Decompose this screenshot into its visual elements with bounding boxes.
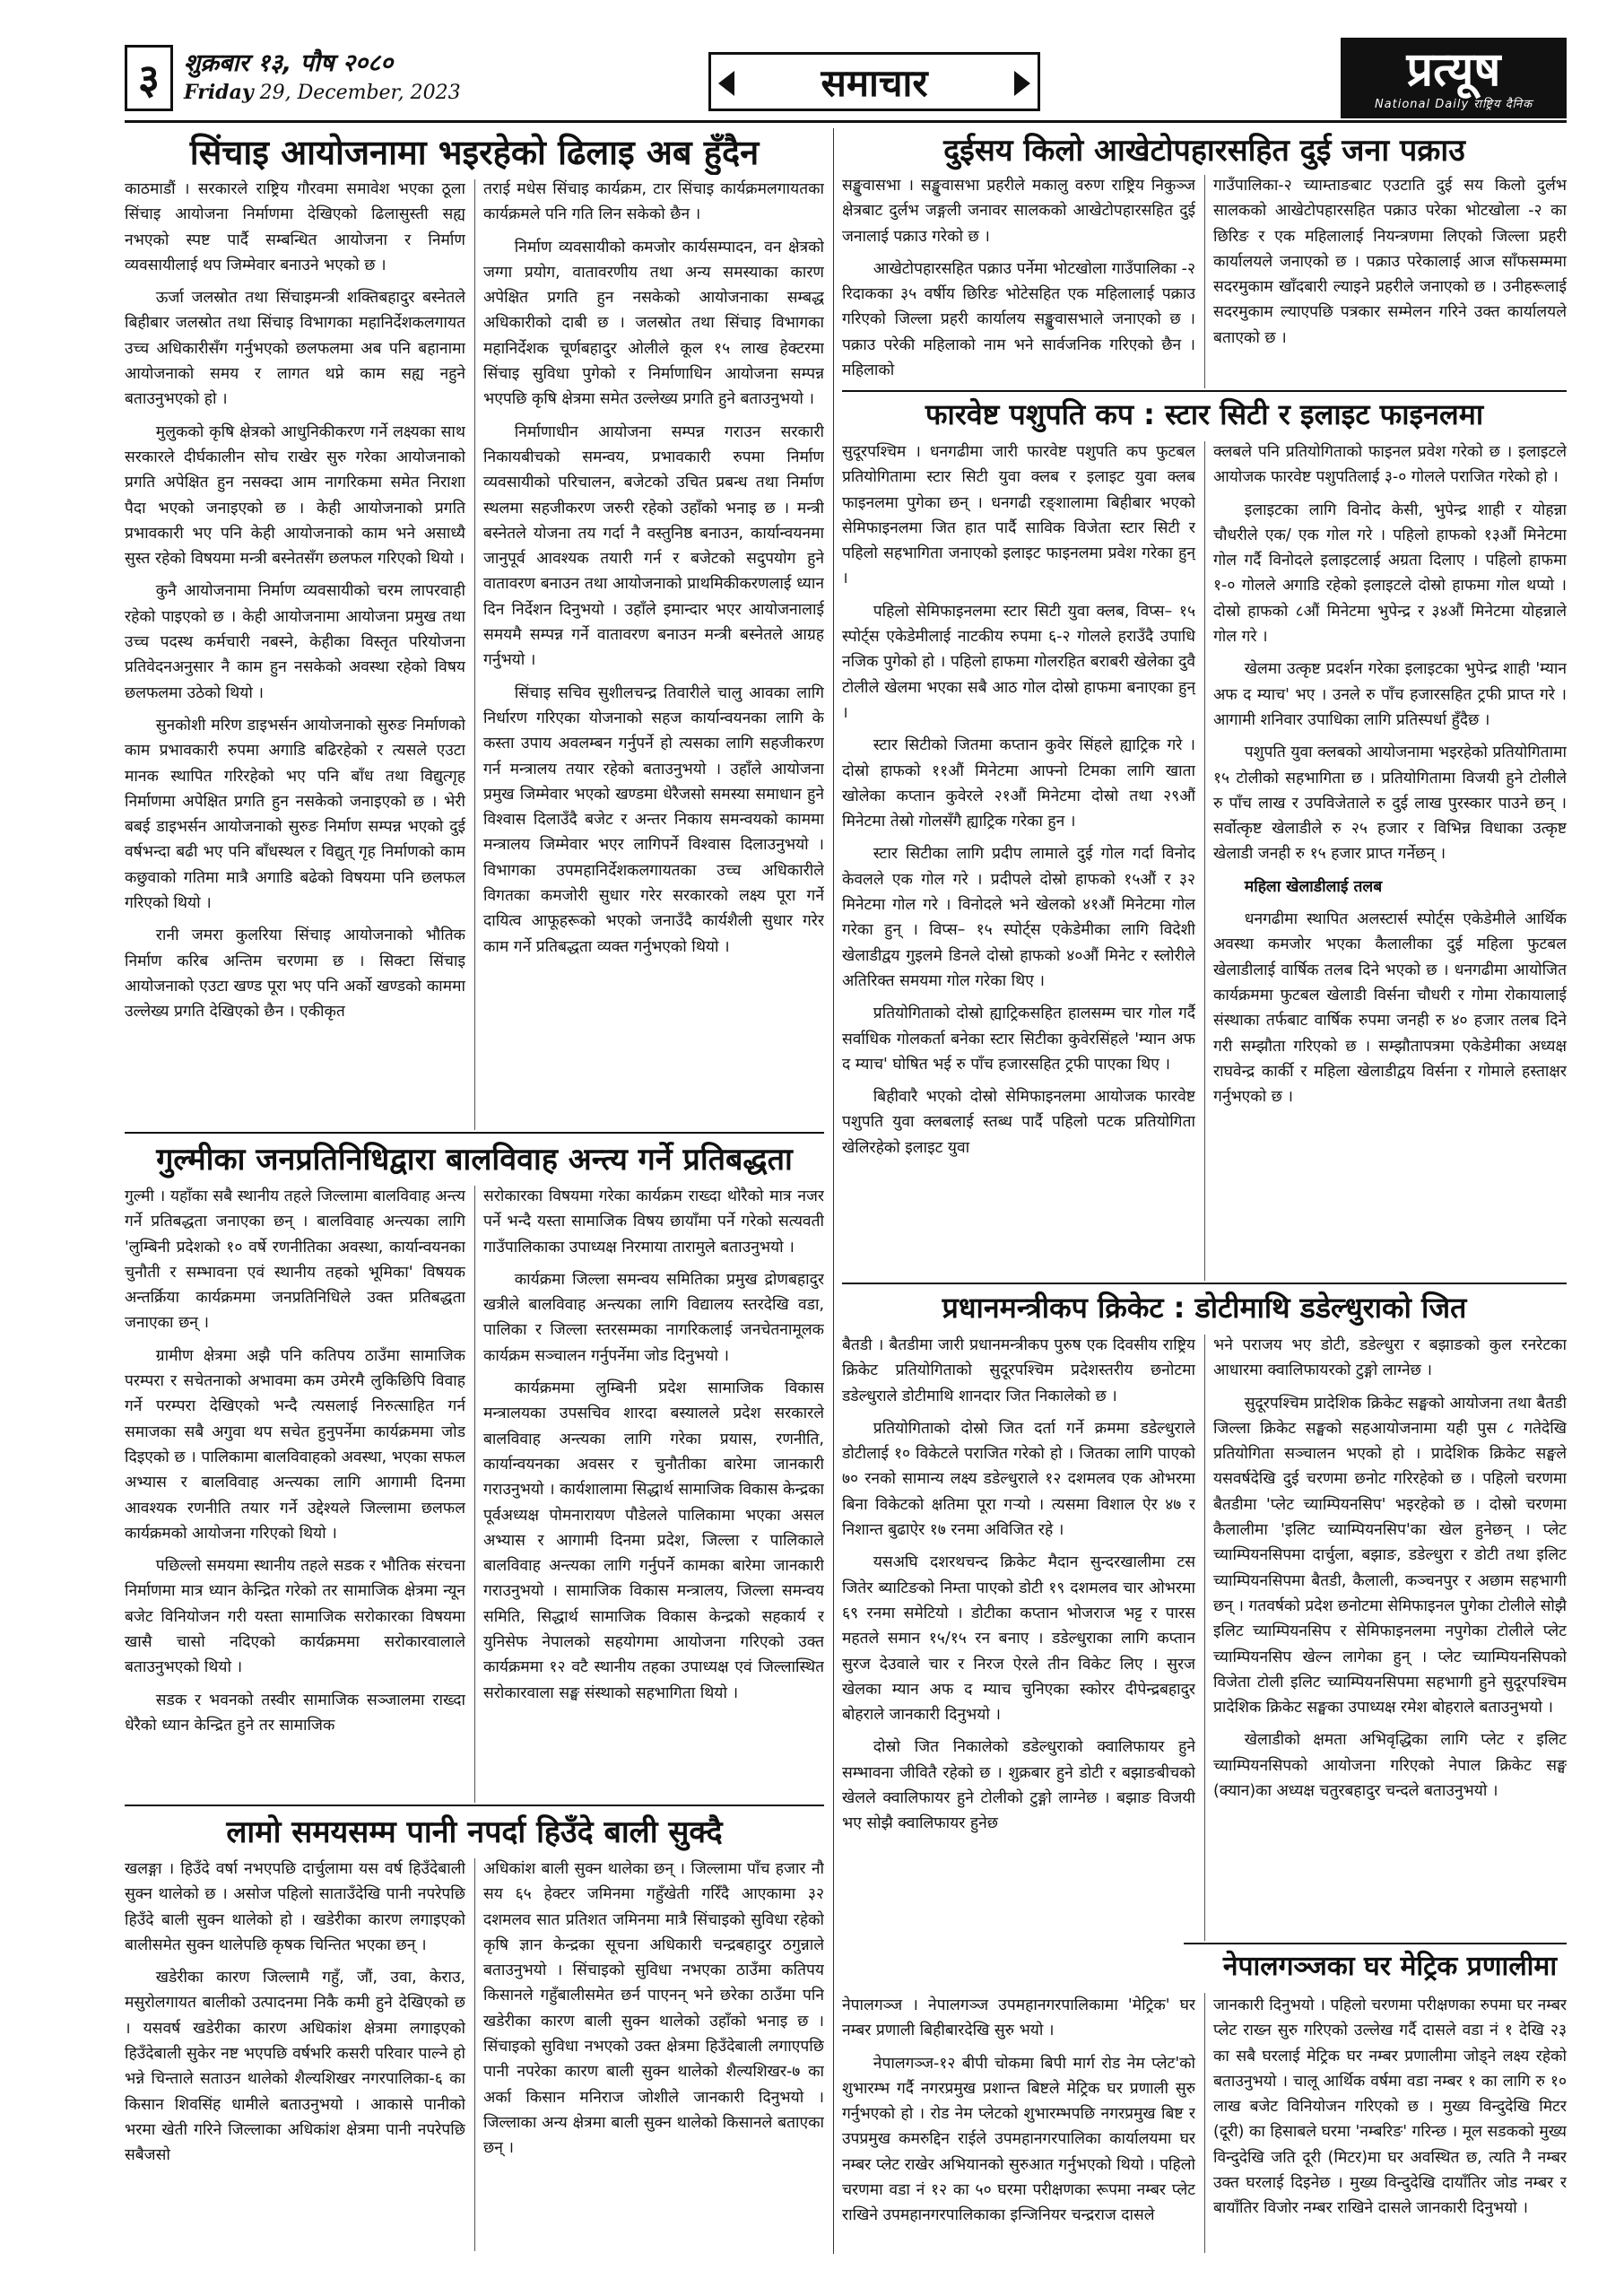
paragraph: कार्यक्रममा लुम्बिनी प्रदेश सामाजिक विकास मन्त्रालयका उपसचिव शारदा बस्यालले प्रदेश सरकारले बालविवाह अन्त्यका लागि गरेका प्रयास, रणनीति, कार्यान्वयनका अवसर र चुनौतीका बारेमा जानकारी गराउनुभयो । कार्यशालामा सिद्धार्थ सामाजिक विकास केन्द्रका पूर्वअध्यक्ष पोमनारायण पौडेलले पालिकामा भएका असल अभ्यास र आगामी दिनमा प्रदेश, जिल्ला र पालिकाले बालविवाह अन्त्यका लागि गर्नुपर्ने कामका बारेमा जानकारी गराउनुभयो । सामाजिक विकास मन्त्रालय, जिल्ला समन्वय समिति, सिद्धार्थ सामाजिक विकास केन्द्रको सहकार्य र युनिसेफ नेपालको सहयोगमा आयोजना गरिएको उक्त कार्यक्रममा १२ वटै स्थानीय तहका उपाध्यक्ष एवं जिल्लास्थित सरोकारवाला सङ्घ संस्थाको सहभागिता थियो । — [483, 1379, 824, 1702]
page-column-divider — [833, 128, 834, 2254]
paragraph: बैतडी । बैतडीमा जारी प्रधानमन्त्रीकप पुरुष एक दिवसीय राष्ट्रिय क्रिकेट प्रतियोगिताको सुदूरपश्चिम प्रदेशस्तरीय छनोटमा डडेल्धुराले डोटीमाथि शानदार जित निकालेको छ । — [842, 1336, 1195, 1405]
paragraph: नेपालगञ्ज-१२ बीपी चोकमा बिपी मार्ग रोड नेम प्लेट'को शुभारम्भ गर्दै नगरप्रमुख प्रशान्त बिष्टले मेट्रिक घर प्रणाली सुरु गर्नुभएको हो । रोड नेम प्लेटको शुभारम्भपछि नगरप्रमुख बिष्ट र उपप्रमुख कमरुद्दिन राईले उपमहानगरपालिका कार्यालयमा घर नम्बर प्लेट राखेर अभियानको सुरुआत गर्नुभएको थियो । पहिलो चरणमा वडा नं १२ का ५० घरमा परीक्षणका रूपमा नम्बर प्लेट राखिने उपमहानगरपालिकाका इन्जिनियर चन्द्रराज दासले — [842, 2054, 1195, 2225]
paragraph: जानकारी दिनुभयो । पहिलो चरणमा परीक्षणका रुपमा घर नम्बर प्लेट राख्न सुरु गरिएको उल्लेख गर्दै दासले वडा नं १ देखि २३ का सबै घरलाई मेट्रिक घर नम्बर प्रणालीमा जोड्ने लक्ष्य रहेको बताउनुभयो । चालू आर्थिक वर्षमा वडा नम्बर १ का लागि रु १० लाख बजेट विनियोजन गरिएको छ । मुख्य विन्दुदेखि मिटर (दूरी) का हिसाबले घरमा 'नम्बरिङ' गरिन्छ । मूल सडकको मुख्य विन्दुदेखि जति दूरी (मिटर)मा घर अवस्थित छ, त्यति नै नम्बर उक्त घरलाई दिइनेछ । मुख्य विन्दुदेखि दायाँतिर जोड नम्बर र बायाँतिर विजोर नम्बर राखिने दासले जानकारी दिनुभयो । — [1213, 1996, 1567, 2218]
gulmi-col-2 — [483, 1184, 824, 1803]
article-divider — [842, 1283, 1567, 1284]
wildlife-col-1 — [842, 173, 1195, 388]
cricket-col-1 — [842, 1333, 1195, 1941]
article-divider — [842, 390, 1567, 392]
article-divider — [1184, 1943, 1567, 1944]
paragraph: दोस्रो जित निकालेको डडेल्धुराको क्वालिफायर हुने सम्भावना जीवितै रहेको छ । शुक्रबार हुने डोटी र बझाङबीचको खेलले क्वालिफायर हुने टोलीको टुङ्गो लाग्नेछ । बझाङ विजयी भए सोझै क्वालिफायर हुनेछ — [842, 1738, 1195, 1833]
football-col-2 — [1213, 439, 1567, 1281]
paragraph: क्लबले पनि प्रतियोगिताको फाइनल प्रवेश गरेको छ । इलाइटले आयोजक फारवेष्ट पशुपतिलाई ३-० गोलले पराजित गरेको हो । — [1213, 443, 1567, 487]
column-rule — [474, 179, 475, 1130]
paragraph: ऊर्जा जलस्रोत तथा सिंचाइमन्त्री शक्तिबहादुर बस्नेतले बिहीबार जलस्रोत तथा सिंचाइ विभागका महानिर्देशकलगायत उच्च अधिकारीसँग गर्नुभएको छलफलमा अब पनि बहानामा आयोजनाको समय र लागत थप्ने काम सह्य नहुने बताउनुभएको हो । — [125, 289, 465, 409]
paragraph: धनगढीमा स्थापित अलस्टार्स स्पोर्ट्स एकेडेमीले आर्थिक अवस्था कमजोर भएका कैलालीका दुई महिला फुटबल खेलाडीलाई वार्षिक तलब दिने भएको छ । धनगढीमा आयोजित कार्यक्रममा फुटबल खेलाडी विर्सना चौधरी र गोमा रोकायालाई संस्थाका तर्फबाट वार्षिक रुपमा जनही रु ४० हजार तलब दिने गरी सम्झौता गरिएको छ । सम्झौतापत्रमा एकेडेमीका अध्यक्ष राघवेन्द्र कार्की र महिला खेलाडीद्वय विर्सना र गोमाले हस्ताक्षर गर्नुभएको छ । — [1213, 910, 1567, 1107]
paragraph: काठमाडौं । सरकारले राष्ट्रिय गौरवमा समावेश भएका ठूला सिंचाइ आयोजना निर्माणमा देखिएको ढिलासुस्ती सह्य नभएको स्पष्ट पार्दै सम्बन्धित आयोजना र निर्माण व्यवसायीलाई थप जिम्मेवार बनाउने भएको छ । — [125, 180, 465, 274]
column-rule — [474, 1186, 475, 1803]
paragraph: आखेटोपहारसहित पक्राउ पर्नेमा भोटखोला गाउँपालिका -२ रिदाकका ३५ वर्षीय छिरिङ भोटेसहित एक महिलालाई पक्राउ गरिएको जिल्ला प्रहरी कार्यालय सङ्खुवासभाले जनाएको छ । पक्राउ परेकी महिलाको नाम भने सार्वजनिक गरिएको छैन । महिलाको — [842, 259, 1195, 380]
wildlife-col-2 — [1213, 173, 1567, 388]
paragraph: सरोकारका विषयमा गरेका कार्यक्रम राख्दा थोरैको मात्र नजर पर्ने भन्दै यस्ता सामाजिक विषय छायाँमा पर्ने गरेको सत्यवती गाउँपालिकाका उपाध्यक्ष निरमाया तारामुले बताउनुभयो । — [483, 1187, 824, 1257]
water-col-2 — [483, 1857, 824, 2251]
paragraph: सुदूरपश्चिम । धनगढीमा जारी फारवेष्ट पशुपति कप फुटबल प्रतियोगितामा स्टार सिटी युवा क्लब र इलाइट युवा क्लब फाइनलमा पुगेका छन् । धनगढी रङ्शालामा बिहीबार भएको सेमिफाइनलमा जित हात पार्दै साविक विजेता स्टार सिटी र पहिलो सहभागिता जनाएको इलाइट फाइनलमा प्रवेश गरेका हुन् । — [842, 443, 1195, 588]
water-col-1 — [125, 1857, 465, 2251]
paragraph: कार्यक्रमा जिल्ला समन्वय समितिका प्रमुख द्रोणबहादुर खत्रीले बालविवाह अन्त्यका लागि विद्यालय स्तरदेखि वडा, पालिका र जिल्ला स्तरसम्मका नागरिकलाई जनचेतनामूलक कार्यक्रम सञ्चालन गर्नुपर्नेमा जोड दिनुभयो । — [483, 1270, 824, 1365]
headline-football: फारवेष्ट पशुपति कप : स्टार सिटी र इलाइट फाइनलमा — [925, 397, 1484, 431]
headline-wildlife: दुईसय किलो आखेटोपहारसहित दुई जना पक्राउ — [943, 133, 1465, 169]
header-rule — [125, 120, 1567, 123]
paragraph: ग्रामीण क्षेत्रमा अझै पनि कतिपय ठाउँमा सामाजिक परम्परा र सचेतनाको अभावमा कम उमेरमै लुकिछिपि विवाह गर्ने परम्परा देखिएको भन्दै त्यसलाई निरुत्साहित गर्न समाजका सबै अगुवा थप सचेत हुनुपर्नेमा कार्यक्रममा जोड दिइएको छ । पालिकामा बालविवाहको अवस्था, भएका सफल अभ्यास र बालविवाह अन्त्यका लागि आगामी दिनमा आवश्यक रणनीति तयार गर्ने उद्देश्यले जिल्लामा छलफल कार्यक्रमको आयोजना गरिएको थियो । — [125, 1346, 465, 1543]
paragraph: पछिल्लो समयमा स्थानीय तहले सडक र भौतिक संरचना निर्माणमा मात्र ध्यान केन्द्रित गरेको तर सामाजिक क्षेत्रमा न्यून बजेट विनियोजन गरी यस्ता सामाजिक सरोकारका विषयमा खासै चासो नदिएको कार्यक्रममा सरोकारवालाले बताउनुभएको थियो । — [125, 1557, 465, 1677]
headline-meter: नेपालगञ्जका घर मेट्रिक प्रणालीमा — [1222, 1951, 1558, 1982]
paragraph: यसअघि दशरथचन्द क्रिकेट मैदान सुन्दरखालीमा टस जितेर ब्याटिङको निम्ता पाएको डोटी १९ दशमलव चार ओभरमा ६९ रनमा समेटियो । डोटीका कप्तान भोजराज भट्ट र पारस महतले समान १५/१५ रन बनाए । डडेल्धुराका लागि कप्तान सुरज देउवाले चार र निरज ऐरले तीन विकेट लिए । सुरज खेलका म्यान अफ द म्याच चुनिएका स्कोरर दीपेन्द्रबहादुर बोहराले जानकारी दिनुभयो । — [842, 1553, 1195, 1725]
paragraph: पशुपति युवा क्लबको आयोजनामा भइरहेको प्रतियोगितामा १५ टोलीको सहभागिता छ । प्रतियोगितामा विजयी हुने टोलीले रु पाँच लाख र उपविजेताले रु दुई लाख पुरस्कार पाउने छन् । सर्वोत्कृष्ट खेलाडीले रु २५ हजार र विभिन्न विधाका उत्कृष्ट खेलाडी जनही रु १५ हजार प्राप्त गर्नेछन् । — [1213, 744, 1567, 864]
date-english — [184, 81, 461, 104]
paragraph: तराई मधेस सिंचाइ कार्यक्रम, टार सिंचाइ कार्यक्रमलगायतका कार्यक्रमले पनि गति लिन सकेको छैन । — [483, 180, 824, 224]
paragraph: स्टार सिटीका लागि प्रदीप लामाले दुई गोल गर्दा विनोद केवलले एक गोल गरे । प्रदीपले दोस्रो हाफको १५औं र ३२ मिनेटमा गोल गरे । विनोदले भने खेलको ४१औं मिनेटमा गोल गरेका हुन् । विप्स– १५ स्पोर्ट्स एकेडेमीका लागि विदेशी खेलाडीद्वय गुइलमे डिनले दोस्रो हाफको ४०औं मिनेट र स्लोरीले अतिरिक्त समयमा गोल गरेका थिए । — [842, 845, 1195, 990]
paragraph: निर्माण व्यवसायीको कमजोर कार्यसम्पादन, वन क्षेत्रको जग्गा प्रयोग, वातावरणीय तथा अन्य समस्याका कारण अपेक्षित प्रगति हुन नसकेको आयोजनाका सम्बद्ध अधिकारीको दाबी छ । जलस्रोत तथा सिंचाइ विभागका महानिर्देशक चूर्णबहादुर ओलीले कूल १५ लाख हेक्टरमा सिंचाइ सुविधा पुगेको र निर्माणाधिन आयोजना सम्पन्न भएपछि कृषि क्षेत्रमा समेत उल्लेख्य प्रगति हुने बताउनुभयो । — [483, 238, 824, 409]
page-number: ३ — [125, 45, 173, 111]
headline-gulmi: गुल्मीका जनप्रतिनिधिद्वारा बालविवाह अन्त्य गर्ने प्रतिबद्धता — [156, 1142, 793, 1178]
paragraph: निर्माणाधीन आयोजना सम्पन्न गराउन सरकारी निकायबीचको समन्वय, प्रभावकारी रुपमा निर्माण व्यवसायीको परिचालन, बजेटको उचित प्रबन्ध तथा निर्माण स्थलमा सहजीकरण जरुरी रहेको उहाँको भनाइ छ । मन्त्री बस्नेतले योजना तय गर्दा नै वस्तुनिष्ठ बनाउन, कार्यान्वयनमा जानुपूर्व आवश्यक तयारी गर्न र बजेटको सदुपयोग हुने वातावरण बनाउन तथा आयोजनाको प्राथमिकीकरणलाई ध्यान दिन निर्देशन दिनुभयो । उहाँले इमान्दार भएर आयोजनालाई समयमै सम्पन्न गर्ने वातावरण बनाउन मन्त्री बस्नेतले आग्रह गर्नुभयो । — [483, 422, 824, 670]
cricket-col-2 — [1213, 1333, 1567, 1941]
paragraph: गाउँपालिका-२ च्याम्ताङबाट एउटाति दुई सय किलो दुर्लभ सालकको आखेटोपहारसहित पक्राउ परेका भोटखोला -२ का छिरिङ र एक महिलालाई नियन्त्रणमा लिएको जिल्ला प्रहरी कार्यालयले जनाएको छ । पक्राउ परेकालाई आज साँफसम्ममा सदरमुकाम खाँदबारी ल्याइने प्रहरीले जनाएको छ । उनीहरूलाई सदरमुकाम ल्याएपछि पत्रकार सम्मेलन गरिने उक्त कार्यालयले बताएको छ । — [1213, 177, 1567, 347]
article-divider — [125, 1805, 824, 1806]
paragraph: सङ्खुवासभा । सङ्खुवासभा प्रहरीले मकालु वरुण राष्ट्रिय निकुञ्ज क्षेत्रबाट दुर्लभ जङ्गली जनावर सालकको आखेटोपहारसहित दुई जनालाई पक्राउ गरेको छ । — [842, 177, 1195, 246]
headline-water: लामो समयसम्म पानी नपर्दा हिउँदे बाली सुक्दै — [226, 1814, 723, 1850]
paragraph: नेपालगञ्ज । नेपालगञ्ज उपमहानगरपालिकामा 'मेट्रिक' घर नम्बर प्रणाली बिहीबारदेखि सुरु भयो । — [842, 1996, 1195, 2040]
headline-irrigation: सिंचाइ आयोजनामा भइरहेको ढिलाइ अब हुँदैन — [189, 133, 760, 172]
subheading: महिला खेलाडीलाई तलब — [1244, 877, 1383, 896]
headline-cricket: प्रधानमन्त्रीकप क्रिकेट : डोटीमाथि डडेल्धुराको जित — [942, 1291, 1467, 1325]
section-title — [708, 52, 1040, 111]
paragraph: खडेरीका कारण जिल्लामै गहुँ, जौं, उवा, केराउ, मसुरोलगायत बालीको उत्पादनमा निकै कमी हुने देखिएको छ । यसवर्ष खडेरीका कारण अधिकांश क्षेत्रमा लगाइएको हिउँदेबाली सुकेर नष्ट भएपछि वर्षभरि कसरी परिवार पाल्ने हो भन्ने चिन्ताले सताउन थालेको शैल्यशिखर नगरपालिका-६ का किसान शिवसिंह धामीले बताउनुभयो । आकासे पानीको भरमा खेती गरिने जिल्लाका अधिकांश क्षेत्रमा पानी नपरेपछि सबैजसो — [125, 1969, 465, 2165]
paragraph: गुल्मी । यहाँका सबै स्थानीय तहले जिल्लामा बालविवाह अन्त्य गर्ने प्रतिबद्धता जनाएका छन् । बालविवाह अन्त्यका लागि 'लुम्बिनी प्रदेशको १० वर्षे रणनीतिका अवस्था, कार्यान्वयनका चुनौती र सम्भावना एवं स्थानीय तहको भूमिका' विषयक अन्तर्क्रिया कार्यक्रममा जनप्रतिनिधिले उक्त प्रतिबद्धता जनाएका छन् । — [125, 1187, 465, 1333]
paragraph: बिहीवारै भएको दोस्रो सेमिफाइनलमा आयोजक फारवेष्ट पशुपति युवा क्लबलाई स्तब्ध पार्दै पहिलो पटक प्रतियोगिता खेलिरहेको इलाइट युवा — [842, 1088, 1195, 1157]
paragraph: अधिकांश बाली सुक्न थालेका छन् । जिल्लामा पाँच हजार नौ सय ६५ हेक्टर जमिनमा गहुँखेती गरिँदै आएकामा ३२ दशमलव सात प्रतिशत जमिनमा मात्रै सिंचाइको सुविधा रहेको कृषि ज्ञान केन्द्रका सूचना अधिकारी चन्द्रबहादुर ठगुन्नाले बताउनुभयो । सिंचाइको सुविधा नभएका ठाउँमा कतिपय किसानले गहुँबालीसमेत छर्न पाएनन् भने छरेका ठाउँमा पनि खडेरीका कारण बाली सुक्न थालेको उहाँको भनाइ छ । सिंचाइको सुविधा नभएको उक्त क्षेत्रमा हिउँदेबाली लगाएपछि पानी नपरेका कारण बाली सुक्न थालेको शैल्यशिखर-७ का अर्का किसान मनिराज जोशीले जानकारी दिनुभयो । जिल्लाका अन्य क्षेत्रमा बाली सुक्न थालेको किसानले बताएका छन् । — [483, 1860, 824, 2158]
meter-col-2 — [1213, 1993, 1567, 2253]
paragraph: खेलमा उत्कृष्ट प्रदर्शन गरेका इलाइटका भुपेन्द्र शाही 'म्यान अफ द म्याच' भए । उनले रु पाँच हजारसहित ट्रफी प्राप्त गरे । आगामी शनिवार उपाधिका लागि प्रतिस्पर्धा हुँदैछ । — [1213, 660, 1567, 729]
irrigation-col-1 — [125, 177, 465, 1129]
column-rule — [1204, 175, 1205, 388]
column-rule — [1204, 441, 1205, 1281]
paragraph: सडक र भवनको तस्वीर सामाजिक सञ्जालमा राख्दा धेरैको ध्यान केन्द्रित हुने तर सामाजिक — [125, 1691, 465, 1735]
paragraph: सिंचाइ सचिव सुशीलचन्द्र तिवारीले चालु आवका लागि निर्धारण गरिएका योजनाको सहज कार्यान्वयनका लागि के कस्ता उपाय अवलम्बन गर्नुपर्ने हो त्यसका लागि सहजीकरण गर्न मन्त्रालय तयार रहेको बताउनुभयो । उहाँले आयोजना प्रमुख जिम्मेवार भएको खण्डमा धेरैजसो समस्या समाधान हुने विश्वास दिलाउँदै बजेट र अन्तर निकाय समन्वयको काममा मन्त्रालय जिम्मेवार भएर लागिपर्ने विश्वास दिलाउनुभयो । विभागका उपमहानिर्देशकलगायतका उच्च अधिकारीले विगतका कमजोरी सुधार गरेर सरकारको लक्ष्य पूरा गर्ने दायित्व आफूहरूको भएको जनाउँदै कार्यशैली सुधार गरेर काम गर्ने प्रतिबद्धता व्यक्त गर्नुभएको थियो । — [483, 683, 824, 956]
paragraph: खलङ्गा । हिउँदे वर्षा नभएपछि दार्चुलामा यस वर्ष हिउँदेबाली सुक्न थालेको छ । असोज पहिलो साताउँदेखि पानी नपरेपछि हिउँदे बाली सुक्न थालेको हो । खडेरीका कारण लगाइएको बालीसमेत सुक्न थालेपछि कृषक चिन्तित भएका छन् । — [125, 1860, 465, 1954]
column-rule — [1204, 1335, 1205, 1941]
irrigation-col-2 — [483, 177, 824, 1129]
column-rule — [1204, 1993, 1205, 2253]
column-rule — [474, 1858, 475, 2251]
paragraph: खेलाडीको क्षमता अभिवृद्धिका लागि प्लेट र इलिट च्याम्पियनसिपको आयोजना गरिएको नेपाल क्रिकेट सङ्घ (क्यान)का अध्यक्ष चतुरबहादुर चन्दले बताउनुभयो । — [1213, 1731, 1567, 1801]
paragraph: प्रतियोगिताको दोस्रो जित दर्ता गर्ने क्रममा डडेल्धुराले डोटीलाई १० विकेटले पराजित गरेको हो । जितका लागि पाएको ७० रनको सामान्य लक्ष्य डडेल्धुराले १२ दशमलव एक ओभरमा बिना विकेटको क्षतिमा पूरा गऱ्यो । त्यसमा विशाल ऐर ४७ र निशान्त बुढाऐर १७ रनमा अविजित रहे । — [842, 1419, 1195, 1540]
date-full: 29, December, 2023 — [259, 82, 461, 104]
masthead-subtitle: National Daily राष्ट्रिय दैनिक — [1374, 98, 1533, 111]
gulmi-col-1 — [125, 1184, 465, 1803]
paragraph: स्टार सिटीको जितमा कप्तान कुवेर सिंहले ह्याट्रिक गरे । दोस्रो हाफको ११औं मिनेटमा आफ्नो टिमका लागि खाता खोलेका कप्तान कुवेरले २१औं मिनेटमा दोस्रो तथा २९औं मिनेटमा तेस्रो गोलसँगै ह्याट्रिक गरेका हुन । — [842, 736, 1195, 831]
paragraph: सुनकोशी मरिण डाइभर्सन आयोजनाको सुरुङ निर्माणको काम प्रभावकारी रुपमा अगाडि बढिरहेको र त्यसले एउटा मानक स्थापित गरिरहेको भए पनि बाँध तथा विद्युत्गृह निर्माणमा अपेक्षित प्रगति हुन नसकेको जनाइएको छ । भेरी बबई डाइभर्सन आयोजनाको सुरुङ निर्माण सम्पन्न भएको दुई वर्षभन्दा बढी भए पनि बाँधस्थल र विद्युत् गृह निर्माणको काम कछुवाको गतिमा मात्रै अगाडि बढेको विषयमा पनि छलफल गरिएको थियो । — [125, 716, 465, 913]
paragraph: मुलुकको कृषि क्षेत्रको आधुनिकीकरण गर्ने लक्ष्यका साथ सरकारले दीर्घकालीन सोच राखेर सुरु गरेका आयोजनाको प्रगति अपेक्षित हुन नसक्दा आम नागरिकमा समेत निराशा पैदा भएको जनाइएको छ । केही आयोजनाको प्रगति प्रभावकारी भए पनि केही आयोजनाको काम भने असाध्यै सुस्त रहेको विषयमा मन्त्री बस्नेतसँग छलफल गरिएको थियो । — [125, 422, 465, 569]
paragraph: सुदूरपश्चिम प्रादेशिक क्रिकेट सङ्घको आयोजना तथा बैतडी जिल्ला क्रिकेट सङ्घको सहआयोजनामा यही पुस ८ गतेदेखि प्रतियोगिता सञ्चालन भएको हो । प्रादेशिक क्रिकेट सङ्घले यसवर्षदेखि दुई चरणमा छनोट गरिरहेको छ । पहिलो चरणमा बैतडीमा 'प्लेट च्याम्पियनसिप' भइरहेको छ । दोस्रो चरणमा कैलालीमा 'इलिट च्याम्पियनसिप'का खेल हुनेछन् । प्लेट च्याम्पियनसिपमा दार्चुला, बझाङ, डडेल्धुरा र डोटी तथा इलिट च्याम्पियनसिपमा बैतडी, कैलाली, कञ्चनपुर र अछाम सहभागी छन् । गतवर्षको प्रदेश छनोटमा सेमिफाइनल पुगेका टोलीले सोझै इलिट च्याम्पियनसिप र सेमिफाइनलमा नपुगेका टोलीले प्लेट च्याम्पियनसिप खेल्न लागेका हुन् । प्लेट च्याम्पियनसिपको विजेता टोली इलिट च्याम्पियनसिपमा सहभागी हुने सुदूरपश्चिम प्रादेशिक क्रिकेट सङ्घका उपाध्यक्ष रमेश बोहराले बताउनुभयो । — [1213, 1394, 1567, 1718]
masthead-logo — [1341, 38, 1567, 118]
section-label: समाचार — [821, 60, 928, 105]
paragraph: कुनै आयोजनामा निर्माण व्यवसायीको चरम लापरवाही रहेको पाइएको छ । केही आयोजनामा आयोजना प्रमुख तथा उच्च पदस्थ कर्मचारी नबस्ने, केहीका विस्तृत परियोजना प्रतिवेदनअनुसार नै काम हुन नसकेको अवस्था रहेको विषय छलफलमा उठेको थियो । — [125, 582, 465, 702]
triangle-right-icon — [1014, 71, 1030, 96]
triangle-left-icon — [718, 71, 734, 96]
football-col-1 — [842, 439, 1195, 1281]
paragraph: भने पराजय भए डोटी, डडेल्धुरा र बझाङको कुल रनरेटका आधारमा क्वालिफायरको टुङ्गो लाग्नेछ । — [1213, 1336, 1567, 1380]
date-nepali: शुक्रबार १३, पौष २०८० — [184, 49, 394, 77]
paragraph: इलाइटका लागि विनोद केसी, भुपेन्द्र शाही र योहन्ना चौधरीले एक/ एक गोल गरे । पहिलो हाफको १३औं मिनेटमा गोल गर्दै विनोदले इलाइटलाई अग्रता दिलाए । पहिलो हाफमा १-० गोलले अगाडि रहेको इलाइटले दोस्रो हाफमा गोल थप्यो । दोस्रो हाफको ८औं मिनेटमा भुपेन्द्र र ३४औं मिनेटमा योहन्नाले गोल गरे । — [1213, 500, 1567, 647]
paragraph: प्रतियोगिताको दोस्रो ह्याट्रिकसहित हालसम्म चार गोल गर्दै सर्वाधिक गोलकर्ता बनेका स्टार सिटीका कुवेरसिंहले 'म्यान अफ द म्याच' घोषित भई रु पाँच हजारसहित ट्रफी पाएका थिए । — [842, 1004, 1195, 1074]
paragraph: रानी जमरा कुलरिया सिंचाइ आयोजनाको भौतिक निर्माण करिब अन्तिम चरणमा छ । सिक्टा सिंचाइ आयोजनाको एउटा खण्ड पूरा भए पनि अर्को खण्डको काममा उल्लेख्य प्रगति देखिएको छैन । एकीकृत — [125, 926, 465, 1022]
date-day: Friday — [184, 81, 254, 104]
article-divider — [125, 1132, 824, 1134]
paragraph: पहिलो सेमिफाइनलमा स्टार सिटी युवा क्लब, विप्स– १५ स्पोर्ट्स एकेडेमीलाई नाटकीय रुपमा ६-२ गोलले हराउँदै उपाधि नजिक पुगेको हो । पहिलो हाफमा गोलरहित बराबरी खेलेका दुवै टोलीले खेलमा भएका सबै आठ गोल दोस्रो हाफमा बनाएका हुन् । — [842, 602, 1195, 722]
meter-col-1 — [842, 1993, 1195, 2253]
masthead-title: प्रत्यूष — [1406, 43, 1501, 97]
